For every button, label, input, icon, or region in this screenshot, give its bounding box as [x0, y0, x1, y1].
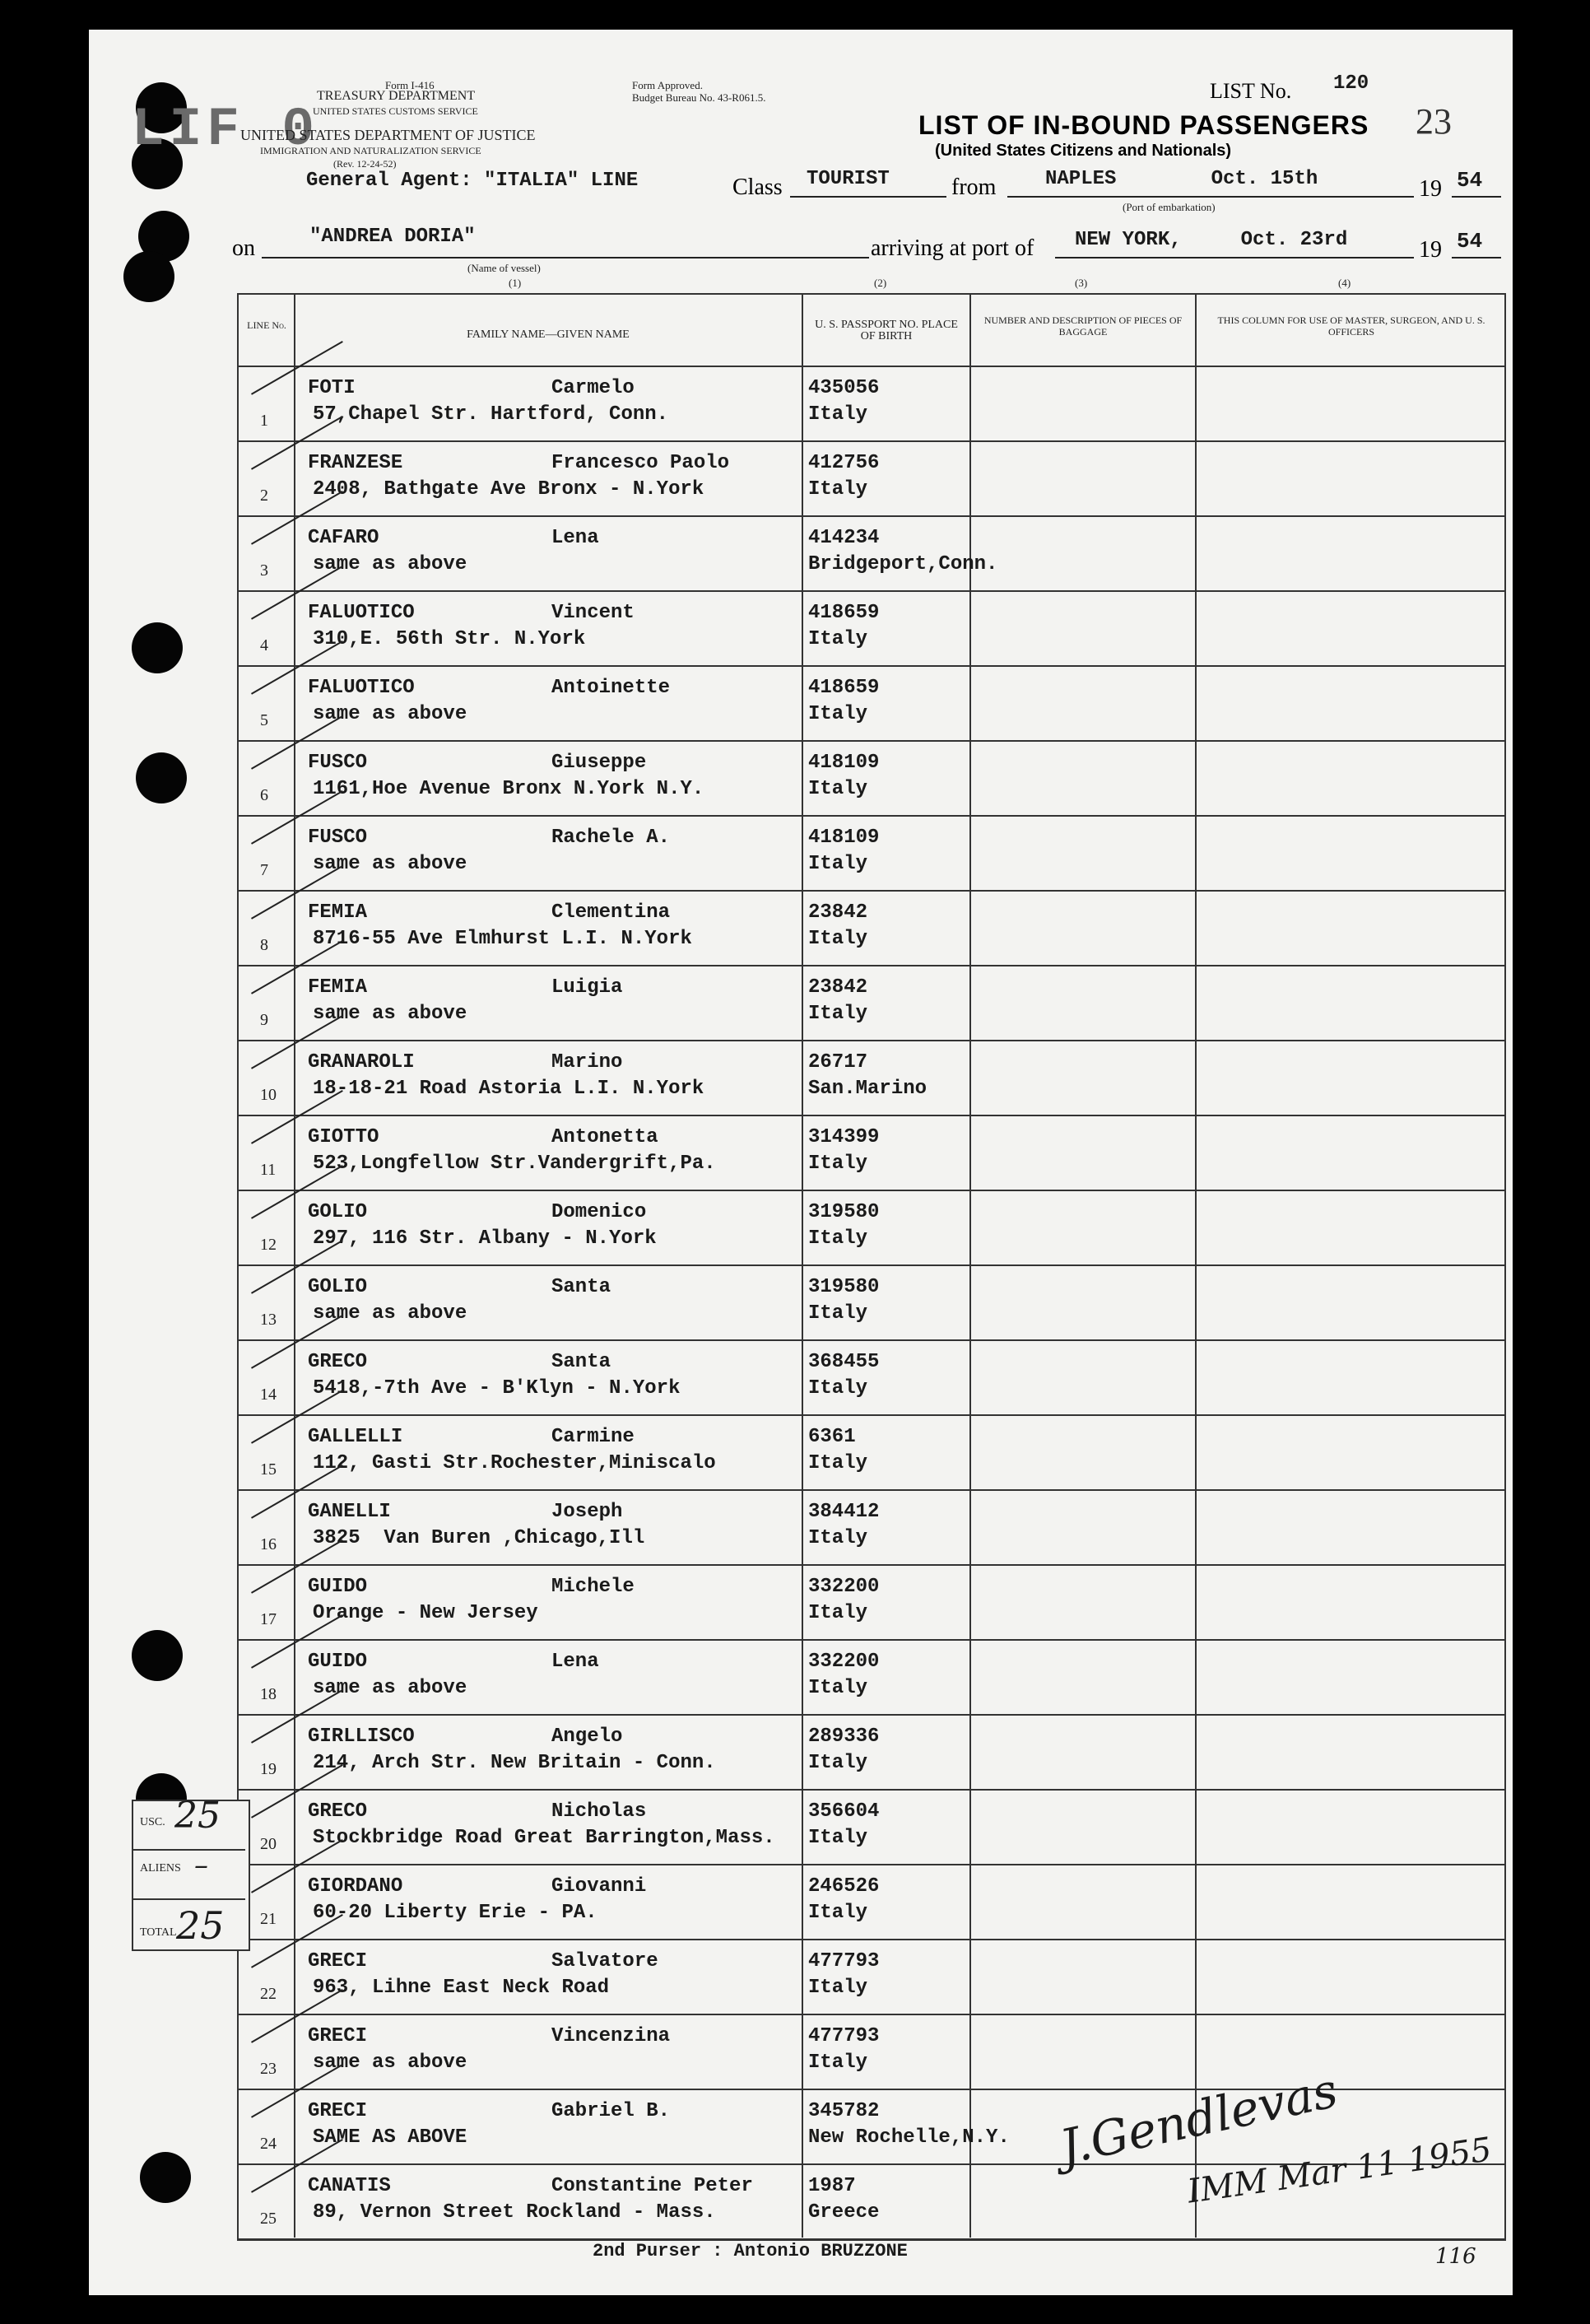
- passport-number: 368455: [808, 1351, 880, 1373]
- line-number: 14: [260, 1386, 277, 1404]
- arriving-value: NEW YORK, Oct. 23rd: [1075, 229, 1348, 251]
- col-number-2: (2): [874, 277, 887, 289]
- passport-number: 418659: [808, 677, 880, 699]
- aliens-value: –: [194, 1849, 208, 1882]
- address: 112, Gasti Str.Rochester,Miniscalo: [313, 1452, 716, 1474]
- address: same as above: [313, 553, 467, 575]
- form-title: LIST OF IN-BOUND PASSENGERS: [918, 110, 1369, 140]
- row-divider: [237, 965, 1504, 966]
- col-header-passport: U. S. PASSPORT NO. PLACE OF BIRTH: [815, 319, 958, 342]
- given-name: Francesco Paolo: [551, 452, 730, 474]
- passport-number: 418659: [808, 602, 880, 624]
- embarkation-caption: (Port of embarkation): [1123, 201, 1216, 213]
- line-number: 16: [260, 1535, 277, 1553]
- family-name: FUSCO: [308, 827, 368, 849]
- given-name: Joseph: [551, 1501, 623, 1523]
- address: same as above: [313, 1003, 467, 1025]
- line-number: 1: [260, 412, 268, 430]
- family-name: GRECO: [308, 1351, 368, 1373]
- signature-date: IMM Mar 11 1955: [1185, 2131, 1495, 2211]
- family-name: GALLELLI: [308, 1426, 403, 1448]
- row-divider: [237, 1714, 1504, 1716]
- row-divider: [237, 1864, 1504, 1865]
- header-divider: [237, 366, 1504, 367]
- passport-number: 332200: [808, 1651, 880, 1673]
- place-of-birth: Italy: [808, 1902, 868, 1924]
- given-name: Constantine Peter: [551, 2175, 753, 2197]
- place-of-birth: New Rochelle,N.Y.: [808, 2126, 1010, 2149]
- place-of-birth: Italy: [808, 478, 868, 501]
- given-name: Carmelo: [551, 377, 635, 399]
- row-divider: [237, 1115, 1504, 1116]
- col-number-1: (1): [509, 277, 522, 289]
- passport-number: 477793: [808, 1950, 880, 1972]
- place-of-birth: Bridgeport,Conn.: [808, 553, 998, 575]
- line-number: 8: [260, 936, 268, 954]
- usc-value: 25: [174, 1795, 221, 1837]
- purser-footer: 2nd Purser : Antonio BRUZZONE: [593, 2241, 908, 2261]
- family-name: GOLIO: [308, 1201, 368, 1223]
- given-name: Luigia: [551, 976, 623, 999]
- address: Stockbridge Road Great Barrington,Mass.: [313, 1827, 775, 1849]
- address: 89, Vernon Street Rockland - Mass.: [313, 2201, 716, 2224]
- agency-line-4: IMMIGRATION AND NATURALIZATION SERVICE: [260, 145, 481, 156]
- given-name: Rachele A.: [551, 827, 671, 849]
- passport-number: 477793: [808, 2025, 880, 2047]
- line-number: 9: [260, 1011, 268, 1029]
- place-of-birth: Italy: [808, 1003, 868, 1025]
- address: same as above: [313, 2052, 467, 2074]
- given-name: Angelo: [551, 1726, 623, 1748]
- row-divider: [237, 1040, 1504, 1041]
- place-of-birth: Italy: [808, 1377, 868, 1400]
- archive-stamp: LIF 0: [132, 99, 320, 161]
- address: 57,Chapel Str. Hartford, Conn.: [313, 403, 669, 426]
- col-header-line-no: LINE No.: [247, 319, 286, 331]
- place-of-birth: Italy: [808, 928, 868, 950]
- total-label: TOTAL: [140, 1926, 177, 1939]
- address: 297, 116 Str. Albany - N.York: [313, 1227, 657, 1250]
- given-name: Giovanni: [551, 1875, 647, 1898]
- family-name: FRANZESE: [308, 452, 403, 474]
- line-number: 21: [260, 1910, 277, 1928]
- agency-line-2: UNITED STATES CUSTOMS SERVICE: [313, 105, 478, 117]
- passport-number: 418109: [808, 827, 880, 849]
- family-name: GIOTTO: [308, 1126, 379, 1148]
- place-of-birth: Italy: [808, 1527, 868, 1549]
- line-number: 25: [260, 2210, 277, 2228]
- on-label: on: [232, 235, 255, 261]
- given-name: Giuseppe: [551, 752, 647, 774]
- place-of-birth: Italy: [808, 2052, 868, 2074]
- row-divider: [237, 515, 1504, 517]
- family-name: GUIDO: [308, 1651, 368, 1673]
- footer-page: 116: [1435, 2244, 1476, 2269]
- line-number: 22: [260, 1985, 277, 2003]
- given-name: Santa: [551, 1351, 611, 1373]
- address: SAME AS ABOVE: [313, 2126, 467, 2149]
- line-number: 4: [260, 636, 268, 654]
- row-divider: [237, 1264, 1504, 1266]
- line-number: 19: [260, 1760, 277, 1778]
- line-number: 15: [260, 1460, 277, 1479]
- passenger-table: [237, 293, 1506, 2241]
- family-name: GUIDO: [308, 1576, 368, 1598]
- family-name: FEMIA: [308, 901, 368, 924]
- passport-number: 26717: [808, 1051, 868, 1074]
- tally-divider-2: [133, 1898, 245, 1900]
- line-number: 18: [260, 1685, 277, 1703]
- given-name: Marino: [551, 1051, 623, 1074]
- year-value-2: 54: [1457, 229, 1483, 254]
- place-of-birth: Italy: [808, 628, 868, 650]
- binder-hole: [123, 251, 174, 302]
- agency-line-5: (Rev. 12-24-52): [333, 158, 397, 170]
- row-divider: [237, 1489, 1504, 1491]
- address: 1161,Hoe Avenue Bronx N.York N.Y.: [313, 778, 704, 800]
- address: 214, Arch Str. New Britain - Conn.: [313, 1752, 716, 1774]
- given-name: Salvatore: [551, 1950, 658, 1972]
- row-divider: [237, 740, 1504, 742]
- list-no-label: LIST No.: [1210, 79, 1292, 103]
- row-divider: [237, 1939, 1504, 1940]
- family-name: CAFARO: [308, 527, 379, 549]
- class-label: Class: [732, 175, 783, 200]
- place-of-birth: Italy: [808, 1752, 868, 1774]
- place-of-birth: Italy: [808, 1977, 868, 1999]
- family-name: GOLIO: [308, 1276, 368, 1298]
- line-number: 6: [260, 786, 268, 804]
- vessel-underline: [262, 257, 869, 258]
- col-header-officers: THIS COLUMN FOR USE OF MASTER, SURGEON, AND U. S. OFFICERS: [1217, 314, 1485, 338]
- address: 60-20 Liberty Erie - PA.: [313, 1902, 597, 1924]
- row-divider: [237, 665, 1504, 667]
- address: 18-18-21 Road Astoria L.I. N.York: [313, 1078, 704, 1100]
- place-of-birth: Italy: [808, 1827, 868, 1849]
- line-number: 17: [260, 1610, 277, 1628]
- from-value: NAPLES Oct. 15th: [1045, 168, 1318, 190]
- arriving-underline: [1055, 257, 1414, 258]
- row-divider: [237, 1564, 1504, 1566]
- line-number: 20: [260, 1835, 277, 1853]
- col-number-3: (3): [1075, 277, 1088, 289]
- passport-number: 6361: [808, 1426, 856, 1448]
- year-prefix-2: 19: [1419, 237, 1442, 263]
- line-number: 12: [260, 1236, 277, 1254]
- family-name: GIORDANO: [308, 1875, 403, 1898]
- address: same as above: [313, 853, 467, 875]
- family-name: FEMIA: [308, 976, 368, 999]
- family-name: FOTI: [308, 377, 356, 399]
- place-of-birth: Italy: [808, 1602, 868, 1624]
- from-underline: [1007, 196, 1414, 198]
- inspector-signature: J.Gendlevas: [1055, 2061, 1342, 2176]
- place-of-birth: Italy: [808, 1302, 868, 1325]
- passport-number: 435056: [808, 377, 880, 399]
- line-number: 7: [260, 861, 268, 879]
- binder-hole: [132, 1630, 183, 1681]
- family-name: GANELLI: [308, 1501, 391, 1523]
- place-of-birth: Greece: [808, 2201, 880, 2224]
- given-name: Antonetta: [551, 1126, 658, 1148]
- passport-number: 418109: [808, 752, 880, 774]
- from-label: from: [951, 175, 997, 200]
- address: same as above: [313, 1677, 467, 1699]
- agency-line-1: TREASURY DEPARTMENT: [317, 89, 476, 103]
- row-divider: [237, 440, 1504, 442]
- passport-number: 345782: [808, 2100, 880, 2122]
- place-of-birth: Italy: [808, 853, 868, 875]
- line-number: 24: [260, 2135, 277, 2153]
- tally-divider-1: [133, 1849, 245, 1851]
- row-divider: [237, 1639, 1504, 1641]
- family-name: GRECI: [308, 1950, 368, 1972]
- aliens-label: ALIENS: [140, 1862, 181, 1875]
- line-number: 5: [260, 711, 268, 729]
- class-underline: [790, 196, 946, 198]
- row-divider: [237, 890, 1504, 892]
- place-of-birth: Italy: [808, 778, 868, 800]
- line-number: 2: [260, 487, 268, 505]
- address: Orange - New Jersey: [313, 1602, 538, 1624]
- line-number: 13: [260, 1311, 277, 1329]
- given-name: Clementina: [551, 901, 671, 924]
- address: 963, Lihne East Neck Road: [313, 1977, 610, 1999]
- place-of-birth: Italy: [808, 1227, 868, 1250]
- col-number-4: (4): [1338, 277, 1351, 289]
- place-of-birth: Italy: [808, 1452, 868, 1474]
- passport-number: 319580: [808, 1201, 880, 1223]
- place-of-birth: San.Marino: [808, 1078, 928, 1100]
- place-of-birth: Italy: [808, 1677, 868, 1699]
- binder-hole: [136, 752, 187, 803]
- year-underline-1: [1452, 196, 1501, 198]
- address: 5418,-7th Ave - B'Klyn - N.York: [313, 1377, 681, 1400]
- address: 8716-55 Ave Elmhurst L.I. N.York: [313, 928, 692, 950]
- family-name: GRECI: [308, 2025, 368, 2047]
- line-number: 11: [260, 1161, 277, 1179]
- address: same as above: [313, 1302, 467, 1325]
- passport-number: 289336: [808, 1726, 880, 1748]
- corner-number: 23: [1416, 101, 1452, 142]
- passport-number: 23842: [808, 901, 868, 924]
- passport-number: 332200: [808, 1576, 880, 1598]
- place-of-birth: Italy: [808, 703, 868, 725]
- line-number: 23: [260, 2060, 277, 2078]
- address: 3825 Van Buren ,Chicago,Ill: [313, 1527, 645, 1549]
- given-name: Antoinette: [551, 677, 671, 699]
- passport-number: 384412: [808, 1501, 880, 1523]
- passport-number: 314399: [808, 1126, 880, 1148]
- agency-line-3: UNITED STATES DEPARTMENT OF JUSTICE: [240, 127, 536, 143]
- binder-hole: [140, 2152, 191, 2203]
- family-name: GRECO: [308, 1800, 368, 1823]
- line-number: 10: [260, 1086, 277, 1104]
- row-divider: [237, 2238, 1504, 2240]
- row-divider: [237, 1190, 1504, 1191]
- col-header-name: FAMILY NAME—GIVEN NAME: [467, 328, 630, 341]
- passport-number: 1987: [808, 2175, 856, 2197]
- family-name: FALUOTICO: [308, 602, 415, 624]
- passport-number: 356604: [808, 1800, 880, 1823]
- address: 2408, Bathgate Ave Bronx - N.York: [313, 478, 704, 501]
- row-divider: [237, 1339, 1504, 1341]
- list-no-value: 120: [1333, 72, 1369, 95]
- class-value: TOURIST: [807, 168, 890, 190]
- year-prefix-1: 19: [1419, 176, 1442, 202]
- line-number: 3: [260, 561, 268, 580]
- given-name: Michele: [551, 1576, 635, 1598]
- passport-number: 319580: [808, 1276, 880, 1298]
- given-name: Santa: [551, 1276, 611, 1298]
- vessel-caption: (Name of vessel): [467, 262, 541, 274]
- passport-number: 414234: [808, 527, 880, 549]
- family-name: GIRLLISCO: [308, 1726, 415, 1748]
- place-of-birth: Italy: [808, 403, 868, 426]
- given-name: Lena: [551, 527, 599, 549]
- family-name: CANATIS: [308, 2175, 391, 2197]
- family-name: FUSCO: [308, 752, 368, 774]
- given-name: Gabriel B.: [551, 2100, 671, 2122]
- form-number: Form I-416: [385, 79, 435, 91]
- passport-number: 23842: [808, 976, 868, 999]
- form-approved: Form Approved.: [632, 79, 703, 91]
- family-name: FALUOTICO: [308, 677, 415, 699]
- usc-label: USC.: [140, 1816, 165, 1828]
- given-name: Vincent: [551, 602, 635, 624]
- address: same as above: [313, 703, 467, 725]
- total-value: 25: [176, 1903, 225, 1948]
- family-name: GRANAROLI: [308, 1051, 415, 1074]
- address: 523,Longfellow Str.Vandergrift,Pa.: [313, 1153, 716, 1175]
- passport-number: 412756: [808, 452, 880, 474]
- family-name: GRECI: [308, 2100, 368, 2122]
- general-agent: General Agent: "ITALIA" LINE: [306, 170, 639, 192]
- form-subtitle: (United States Citizens and Nationals): [935, 142, 1232, 160]
- arriving-label: arriving at port of: [871, 235, 1034, 261]
- passport-number: 246526: [808, 1875, 880, 1898]
- row-divider: [237, 2014, 1504, 2015]
- given-name: Lena: [551, 1651, 599, 1673]
- row-divider: [237, 1789, 1504, 1791]
- given-name: Carmine: [551, 1426, 635, 1448]
- year-underline-2: [1452, 257, 1501, 258]
- col-header-baggage: NUMBER AND DESCRIPTION OF PIECES OF BAGGAGE: [983, 314, 1183, 338]
- row-divider: [237, 815, 1504, 817]
- budget-bureau: Budget Bureau No. 43-R061.5.: [632, 91, 766, 104]
- row-divider: [237, 590, 1504, 592]
- binder-hole: [132, 622, 183, 673]
- given-name: Nicholas: [551, 1800, 647, 1823]
- place-of-birth: Italy: [808, 1153, 868, 1175]
- given-name: Vincenzina: [551, 2025, 671, 2047]
- year-value-1: 54: [1457, 168, 1483, 193]
- row-divider: [237, 1414, 1504, 1416]
- vessel-name: "ANDREA DORIA": [309, 226, 476, 248]
- given-name: Domenico: [551, 1201, 647, 1223]
- address: 310,E. 56th Str. N.York: [313, 628, 586, 650]
